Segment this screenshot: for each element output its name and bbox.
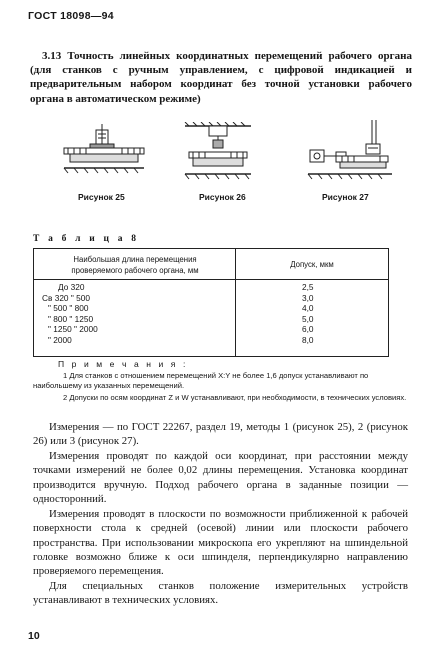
note-1: 1 Для станков с отношением перемещений X:Y не более 1,6 допуск устанавливают по наибольшему из указанных перемещений. (33, 371, 369, 390)
tolerance-value: 5,0 (302, 313, 314, 324)
paragraph-methods: Измерения — по ГОСТ 22267, раздел 19, методы 1 (рисунок 25), 2 (рисунок 26) или 3 (рисунок 27). (33, 421, 408, 448)
note-2: 2 Допуски по осям координат Z и W устанавливают, при необходимости, в технических условиях. (63, 393, 407, 402)
page-number: 10 (28, 630, 40, 642)
section-3-13-heading: 3.13 Точность линейных координатных перемещений рабочего органа (для станков с ручным управлением, с цифровой индикацией и предварительным набором координат без точной установки рабочего органа в автоматическом режиме) (30, 50, 412, 105)
table-row: " 500 " 800 (48, 303, 89, 313)
paragraph-special-machines: Для специальных станков положение измерительных устройств устанавливают в технических условиях. (33, 580, 408, 607)
figure-26-caption: Рисунок 26 (199, 192, 246, 202)
table-row: " 800 " 1250 (48, 313, 94, 324)
column-header-tolerance: Допуск, мкм (290, 260, 334, 269)
tolerance-table (33, 248, 389, 357)
tolerance-value: 3,0 (302, 292, 314, 303)
figure-27-diagram (306, 120, 394, 180)
tolerance-value: 8,0 (302, 334, 314, 345)
table-row: Св 320 " 500 (42, 292, 90, 303)
paragraph-measurement-plane: Измерения проводят в плоскости по возможности приближенной к рабочей поверхности стола к средней (осевой) линии или плоскости рабочего пространства. При использовании микроскопа его укрепляют на шпиндельной головке возможно ближе к оси шпинделя, перпендикулярно направлению проверяемого перемещения. (33, 508, 408, 578)
figure-27-caption: Рисунок 27 (322, 192, 369, 202)
figure-26-diagram (183, 122, 253, 180)
table-row: " 2000 (48, 334, 72, 345)
notes-heading: П р и м е ч а н и я : (58, 359, 188, 369)
table-row: До 320 (58, 282, 85, 292)
table-title: Т а б л и ц а 8 (33, 234, 140, 244)
tolerance-value: 2,5 (302, 282, 314, 292)
document-header: ГОСТ 18098—94 (28, 10, 114, 22)
table-row: " 1250 " 2000 (48, 324, 98, 334)
tolerance-value: 6,0 (302, 324, 314, 334)
tolerance-value: 4,0 (302, 303, 314, 313)
paragraph-measurement-points: Измерения проводят по каждой оси координат, при расстоянии между точками измерений не более 0,02 длины перемещения. Установка координат производится вручную. Подход рабочего органа в заданные позиции — односторонний. (33, 450, 408, 505)
column-header-length: Наибольшая длина перемещения проверяемого рабочего органа, мм (71, 255, 199, 275)
figure-25-diagram (60, 124, 148, 174)
figure-25-caption: Рисунок 25 (78, 192, 125, 202)
